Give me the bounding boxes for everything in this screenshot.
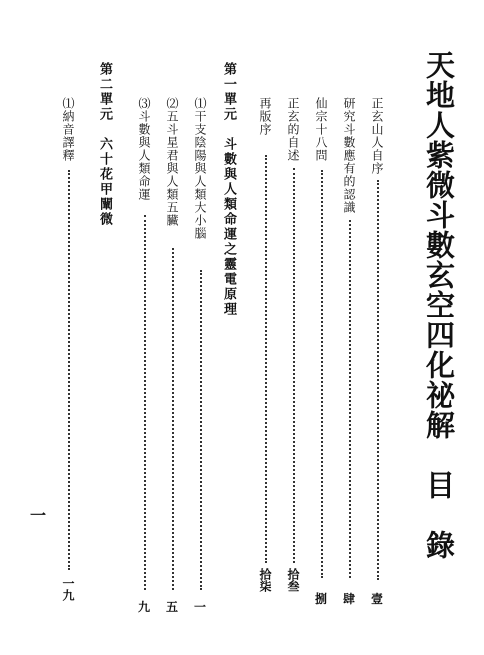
toc-page-number: 拾叁 — [286, 568, 300, 592]
leader-dots — [349, 220, 351, 578]
toc-page-number: 拾柒 — [258, 568, 272, 592]
toc-page-number: 一九 — [61, 577, 75, 601]
unit-1-heading: 第一單元 斗數與人類命運之靈電原理 — [221, 62, 236, 317]
toc-entry-reprint-preface: 再版序 — [258, 97, 272, 136]
leader-dots — [68, 170, 70, 570]
leader-dots — [200, 270, 202, 590]
toc-entry-nayin: ⑴納音譯釋 — [61, 97, 75, 162]
leader-dots — [293, 168, 295, 563]
toc-page-number: 捌 — [315, 592, 328, 606]
leader-dots — [144, 215, 146, 590]
toc-page-number: 一 — [194, 600, 207, 614]
page-title: 天地人紫微斗數玄空四化祕解 目 錄 — [422, 50, 456, 560]
toc-entry-study-knowledge: 研究斗數應有的認識 — [342, 97, 356, 214]
leader-dots — [172, 248, 174, 590]
toc-entry-self-account: 正玄的自述 — [286, 97, 300, 162]
toc-entry-ganzhi-yinyang: ⑴干支陰陽與人類大小腦 — [193, 97, 207, 240]
toc-entry-author-preface: 正玄山人自序 — [370, 97, 384, 175]
leader-dots — [265, 155, 267, 563]
toc-page-number: 壹 — [371, 592, 384, 606]
toc-page-number: 五 — [166, 600, 179, 614]
leader-dots — [321, 170, 323, 578]
toc-page-number: 九 — [138, 600, 151, 614]
toc-page-number: 肆 — [343, 592, 356, 606]
unit-2-heading: 第二單元 六十花甲闡微 — [97, 62, 112, 227]
toc-entry-five-stars-organs: ⑵五斗星君與人類五臟 — [165, 97, 179, 227]
folio-number: 一 — [30, 506, 47, 525]
toc-entry-eighteen-questions: 仙宗十八問 — [314, 97, 328, 162]
leader-dots — [377, 180, 379, 580]
toc-entry-destiny: ⑶斗數與人類命運 — [137, 97, 151, 201]
